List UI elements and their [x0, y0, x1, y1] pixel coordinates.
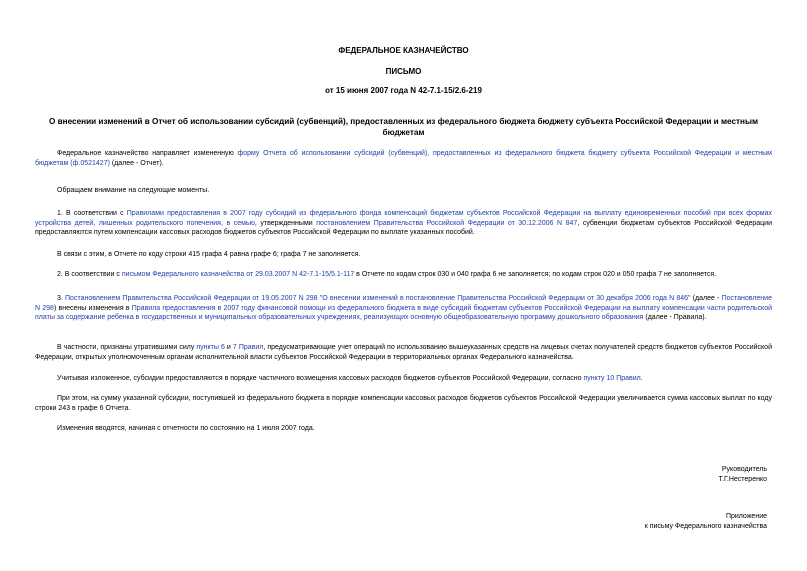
paragraph-text: В частности, признаны утратившими силу: [57, 344, 197, 351]
paragraph-attention: [35, 186, 772, 196]
appendix-note: [645, 512, 767, 531]
paragraph-line-415: [35, 250, 772, 260]
link-decree-847[interactable]: постановлением Правительства Российской Федерации от 30.12.2006 N 847: [316, 219, 578, 227]
paragraph-invalidated-points: [35, 343, 772, 362]
link-point-6[interactable]: пункты 6: [196, 344, 225, 351]
paragraph-text: , субвенции бюджетам субъектов Российской Федерации предоставляются путем компенсации кассовых расходов бюджетов субъектов Российской Федерации по выплате указанных пособий.: [35, 219, 772, 236]
paragraph-text: , утвержденными: [254, 219, 317, 227]
signer-name: Т.Г.Нестеренко: [718, 475, 767, 483]
paragraph-intro: [35, 149, 772, 168]
paragraph-text: Изменения вводятся, начиная с отчетности по состоянию на 1 июля 2007 года.: [57, 425, 315, 432]
signature-block: [719, 465, 767, 484]
paragraph-text: Учитывая изложенное, субсидии предоставляются в порядке частичного возмещения кассовых расходов бюджетов субъектов Российской Федерации, согласно: [57, 375, 584, 382]
link-decree-298-short[interactable]: Постановление N 298: [35, 295, 772, 312]
link-point-7-rules[interactable]: 7 Правил: [232, 344, 264, 351]
link-report-form[interactable]: форму Отчета об использовании субсидий (субвенций), предоставленных из федерального бюджета бюджету субъекта Российской Федерации и местным бюджетам (ф.0521427): [35, 150, 772, 167]
document-title: О внесении изменений в Отчет об использовании субсидий (субвенций), предоставленных из федерального бюджета бюджету субъекта Российской Федерации и местным бюджетам: [48, 117, 759, 137]
paragraph-text: В связи с этим, в Отчете по коду строки 415 графа 4 равна графе 6; графа 7 не заполняется.: [57, 251, 361, 258]
link-point-10-rules[interactable]: пункту 10 Правил: [583, 375, 641, 382]
paragraph-subsidies-order: [35, 374, 772, 384]
paragraph-text: в Отчете по кодам строк 030 и 040 графа 6 не заполняется; по кодам строк 020 и 050 графа 7 не заполняется.: [354, 271, 717, 278]
paragraph-text: Федеральное казначейство направляет измененную: [57, 150, 238, 157]
link-decree-298[interactable]: Постановлением Правительства Российской Федерации от 19.05.2007 N 298 "О внесении изменений в постановление Правительства Российской Федерации от 30 декабря 2006 года N 846": [65, 295, 691, 302]
paragraph-text: 3.: [57, 295, 66, 302]
paragraph-effective-date: [35, 424, 772, 434]
paragraph-point-1: [35, 209, 772, 238]
signer-role: Руководитель: [721, 466, 767, 473]
paragraph-text: При этом, на сумму указанной субсидии, поступившей из федерального бюджета в порядке компенсации кассовых расходов бюджетов субъектов Российской Федерации увеличивается сумма кассовых выплат по коду строки 243 в графе 6 Отчета.: [35, 395, 772, 412]
link-rules-financial-aid[interactable]: Правила предоставления в 2007 году финансовой помощи из федерального бюджета в виде субсидий бюджетам субъектов Российской Федерации на выплату компенсации части родительской платы за содержание ребенка в государственных и муниципальных образовательных учреждениях, реализующих основную общеобразовательную программу дошкольного образования: [35, 304, 772, 321]
paragraph-text: .: [640, 375, 643, 382]
paragraph-text: 2. В соответствии с: [57, 271, 122, 278]
paragraph-text: (далее -: [690, 295, 722, 302]
paragraph-text: (далее - Отчет).: [109, 159, 164, 167]
paragraph-point-3: [35, 294, 772, 323]
document-date-number: от 15 июня 2007 года N 42-7.1-15/2.6-219: [325, 86, 482, 95]
appendix-label: Приложение: [725, 513, 767, 520]
link-treasury-letter[interactable]: письмом Федерального казначейства от 29.03.2007 N 42-7.1-15/5.1-117: [121, 271, 355, 278]
link-rules-2007-subsidies[interactable]: Правилами предоставления в 2007 году субсидий из федерального фонда компенсаций бюджетам субъектов Российской Федерации на выплату единовременных пособий при всех формах устройства детей, лишенных родительского попечения, в семью: [35, 210, 772, 227]
paragraph-line-243: [35, 394, 772, 413]
paragraph-text: и: [224, 344, 233, 351]
paragraph-point-2: [35, 270, 772, 280]
appendix-reference: к письму Федерального казначейства: [644, 522, 767, 530]
paragraph-text: Обращаем внимание на следующие моменты.: [57, 187, 210, 194]
paragraph-text: 1. В соответствии с: [57, 210, 127, 217]
paragraph-text: , предусматривающие учет операций по использованию вышеуказанных средств на лицевых счетах получателей средств бюджетов субъектов Российской Федерации, открытых уполномоченным органам исполнительной власти субъектов Российской Федерации в территориальных органах Федерального казначейства.: [35, 344, 772, 361]
paragraph-text: (далее - Правила).: [643, 314, 707, 321]
paragraph-text: ) внесены изменения в: [53, 304, 132, 312]
document-type-heading: ПИСЬМО: [385, 67, 422, 76]
organization-heading: ФЕДЕРАЛЬНОЕ КАЗНАЧЕЙСТВО: [338, 46, 469, 55]
